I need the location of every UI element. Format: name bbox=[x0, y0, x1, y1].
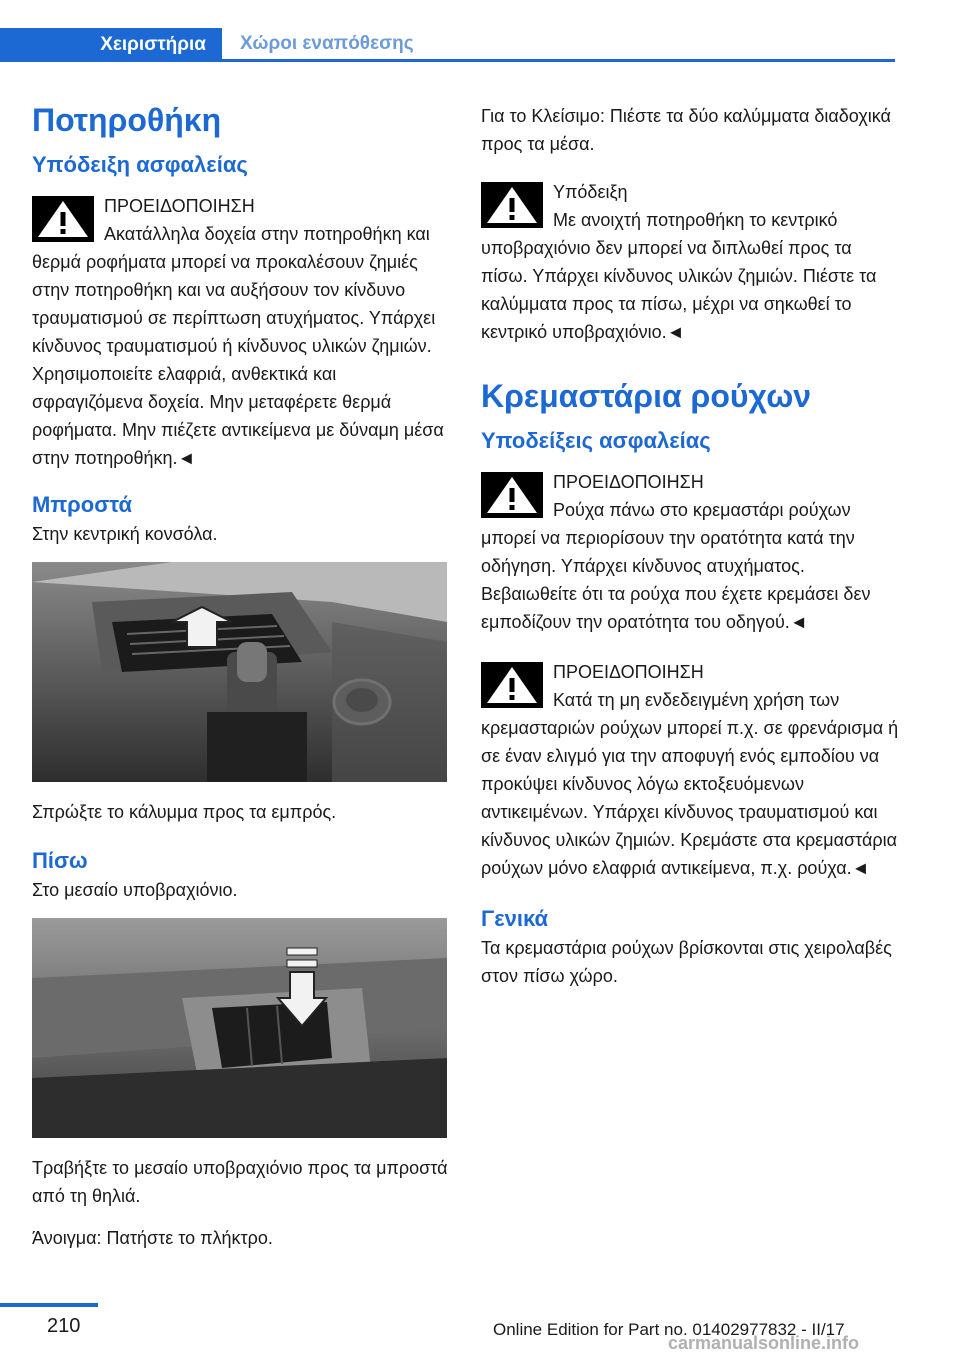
edition-note: Online Edition for Part no. 01402977832 - II/17 bbox=[493, 1320, 845, 1339]
warning-block bbox=[32, 192, 452, 472]
note-text: Με ανοιχτή ποτηροθήκη το κεντρικό υποβραχιόνιο δεν μπορεί να διπλωθεί προς τα πίσω. Υπάρχει κίνδυνος υλικών ζημιών. Πιέστε τα καλύμματα προς τα πίσω, μέχρι να σηκωθεί το κεντρικό υποβραχιόνιο.◄ bbox=[481, 210, 877, 342]
warning-text: Ακατάλληλα δοχεία στην ποτηροθήκη και θερμά ροφήματα μπορεί να προκαλέσουν ζημιές στην ποτηροθήκη και να αυξήσουν τον κίνδυνο τραυματισμού σε περίπτωση ατυχήματος. Υπάρχει κίνδυνος τραυματισμού ή κίνδυνος υλικών ζημιών. Χρησιμοποιείτε ελαφριά, ανθεκτικά και σφραγιζόμενα δοχεία. Μην μεταφέρετε θερμά ροφήματα. Μην πιέζετε αντικείμενα με δύναμη μέσα στην ποτηροθήκη.◄ bbox=[32, 224, 444, 468]
rear-armrest-photo bbox=[32, 918, 447, 1138]
page-number: 210 bbox=[47, 1315, 81, 1337]
right-column bbox=[481, 100, 901, 990]
warning-icon bbox=[481, 662, 543, 708]
warning-text: Ρούχα πάνω στο κρεμαστάρι ρούχων μπορεί να περιορίσουν την ορατότητα κατά την οδήγηση. Υπάρχει κίνδυνος ατυχήματος. Βεβαιωθείτε ότι τα ρούχα που έχετε κρεμάσει δεν εμποδίζουν την ορατότητα του οδηγού.◄ bbox=[481, 500, 871, 632]
section-title-coat-hooks: Κρεμαστάρια ρούχων bbox=[481, 378, 812, 414]
note-block bbox=[481, 178, 901, 346]
front-caption: Σπρώξτε το κάλυμμα προς τα εμπρός. bbox=[32, 802, 337, 822]
note-label: Υπόδειξη bbox=[553, 182, 628, 202]
front-heading: Μπροστά bbox=[32, 492, 132, 517]
left-column bbox=[32, 100, 452, 1252]
warning-label: ΠΡΟΕΙΔΟΠΟΙΗΣΗ bbox=[553, 472, 704, 492]
safety-heading-hooks: Υποδείξεις ασφαλείας bbox=[481, 428, 711, 453]
warning-label: ΠΡΟΕΙΔΟΠΟΙΗΣΗ bbox=[104, 196, 255, 216]
general-heading: Γενικά bbox=[481, 906, 549, 931]
close-text: Για το Κλείσιμο: Πιέστε τα δύο καλύμματα διαδοχικά προς τα μέσα. bbox=[481, 106, 891, 154]
open-text: Άνοιγμα: Πατήστε το πλήκτρο. bbox=[32, 1228, 273, 1248]
general-text: Τα κρεμαστάρια ρούχων βρίσκονται στις χειρολαβές στον πίσω χώρο. bbox=[481, 938, 892, 986]
footer-rule bbox=[0, 1303, 98, 1307]
warning-block bbox=[481, 658, 901, 882]
safety-heading: Υπόδειξη ασφαλείας bbox=[32, 152, 248, 177]
chapter-header bbox=[0, 28, 895, 62]
warning-icon bbox=[481, 472, 543, 518]
section-title-cupholder: Ποτηροθήκη bbox=[32, 102, 222, 138]
warning-icon bbox=[481, 182, 543, 228]
tab-storage[interactable]: Χώροι εναπόθεσης bbox=[222, 28, 895, 62]
warning-block bbox=[481, 468, 901, 636]
rear-text: Στο μεσαίο υποβραχιόνιο. bbox=[32, 880, 238, 900]
warning-text: Κατά τη μη ενδεδειγμένη χρήση των κρεμασταριών ρούχων μπορεί π.χ. σε φρενάρισμα ή σε έναν ελιγμό για την αποφυγή ενός εμποδίου να προκύψει κίνδυνος λόγω εκτοξευόμενων αντικειμένων. Υπάρχει κίνδυνος τραυματισμού και κίνδυνος υλικών ζημιών. Κρεμάστε στα κρεμαστάρια ρούχων μόνο ελαφριά αντικείμενα, π.χ. ρούχα.◄ bbox=[481, 690, 899, 878]
rear-caption: Τραβήξτε το μεσαίο υποβραχιόνιο προς τα μπροστά από τη θηλιά. bbox=[32, 1158, 448, 1206]
watermark: carmanualsonline.info bbox=[668, 1333, 860, 1353]
warning-label: ΠΡΟΕΙΔΟΠΟΙΗΣΗ bbox=[553, 662, 704, 682]
warning-icon bbox=[32, 196, 94, 242]
tab-controls[interactable]: Χειριστήρια bbox=[0, 28, 222, 62]
rear-heading: Πίσω bbox=[32, 848, 88, 873]
front-text: Στην κεντρική κονσόλα. bbox=[32, 524, 218, 544]
front-cupholder-photo bbox=[32, 562, 447, 782]
